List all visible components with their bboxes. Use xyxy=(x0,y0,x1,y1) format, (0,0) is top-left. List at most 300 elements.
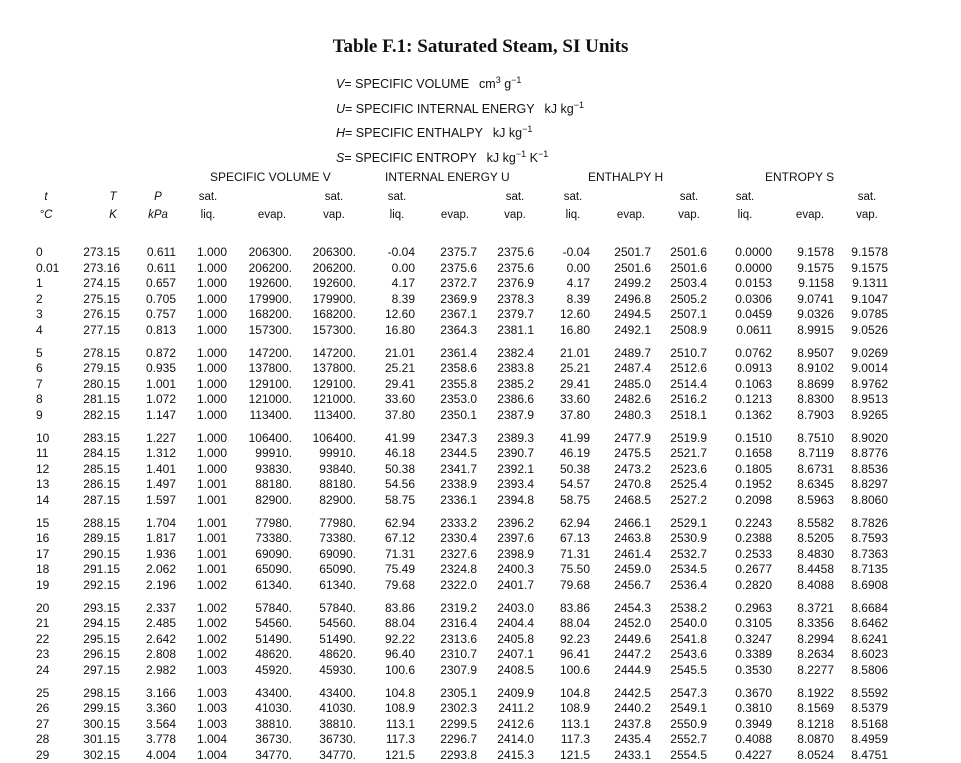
cell: 2512.6 xyxy=(637,361,707,377)
cell: 0.2533 xyxy=(702,547,772,563)
cell: 2527.2 xyxy=(637,493,707,509)
cell: 3.360 xyxy=(106,701,176,717)
cell: 206300. xyxy=(286,245,356,261)
cell: 92.22 xyxy=(345,632,415,648)
cell: 8.7826 xyxy=(818,516,888,532)
cell: 93830. xyxy=(222,462,292,478)
col-header-s-evap: evap. xyxy=(788,188,832,224)
cell: 2505.2 xyxy=(637,292,707,308)
cell: 21.01 xyxy=(345,346,415,362)
cell: 2316.4 xyxy=(407,616,477,632)
cell: 0.00 xyxy=(345,261,415,277)
cell: 106400. xyxy=(286,431,356,447)
cell: 25.21 xyxy=(520,361,590,377)
cell: 1.002 xyxy=(157,647,227,663)
cell: 2521.7 xyxy=(637,446,707,462)
cell: 0.0762 xyxy=(702,346,772,362)
cell: 23 xyxy=(36,647,106,663)
col-header-t: t °C xyxy=(36,188,56,224)
column-h-vap xyxy=(637,245,707,763)
cell: 48620. xyxy=(286,647,356,663)
cell: 57840. xyxy=(222,601,292,617)
cell: 1.002 xyxy=(157,616,227,632)
cell: 0.1952 xyxy=(702,477,772,493)
cell: 1 xyxy=(36,276,106,292)
cell: 99910. xyxy=(286,446,356,462)
cell: 20 xyxy=(36,601,106,617)
cell: 2376.9 xyxy=(464,276,534,292)
cell: 83.86 xyxy=(345,601,415,617)
cell: 8.9507 xyxy=(764,346,834,362)
cell: 1.147 xyxy=(106,408,176,424)
cell: 1.000 xyxy=(157,431,227,447)
cell: 0.1362 xyxy=(702,408,772,424)
cell: 29.41 xyxy=(520,377,590,393)
cell: 8.1218 xyxy=(764,717,834,733)
cell: 2375.6 xyxy=(464,245,534,261)
cell: 296.15 xyxy=(50,647,120,663)
cell: 2390.7 xyxy=(464,446,534,462)
cell: 0.1063 xyxy=(702,377,772,393)
cell: 2364.3 xyxy=(407,323,477,339)
cell: 2299.5 xyxy=(407,717,477,733)
cell: 2389.3 xyxy=(464,431,534,447)
cell: 67.12 xyxy=(345,531,415,547)
cell: 2470.8 xyxy=(581,477,651,493)
cell: 69090. xyxy=(286,547,356,563)
cell: 21.01 xyxy=(520,346,590,362)
column-v-evap xyxy=(222,245,292,763)
cell: 2487.4 xyxy=(581,361,651,377)
cell: 65090. xyxy=(222,562,292,578)
column-v-liq xyxy=(157,245,227,763)
cell: 12.60 xyxy=(520,307,590,323)
cell: 2475.5 xyxy=(581,446,651,462)
cell: 117.3 xyxy=(520,732,590,748)
cell: 2492.1 xyxy=(581,323,651,339)
cell: 0.657 xyxy=(106,276,176,292)
cell: 8.5379 xyxy=(818,701,888,717)
cell: 2386.6 xyxy=(464,392,534,408)
cell: 293.15 xyxy=(50,601,120,617)
cell: 0.3389 xyxy=(702,647,772,663)
cell: 2532.7 xyxy=(637,547,707,563)
cell: 2341.7 xyxy=(407,462,477,478)
cell: 2468.5 xyxy=(581,493,651,509)
cell: 1.597 xyxy=(106,493,176,509)
cell: 12.60 xyxy=(345,307,415,323)
cell: 4.004 xyxy=(106,748,176,763)
cell: 0.872 xyxy=(106,346,176,362)
cell: 2.808 xyxy=(106,647,176,663)
cell: 2327.6 xyxy=(407,547,477,563)
cell: 2541.8 xyxy=(637,632,707,648)
cell: 0.3670 xyxy=(702,686,772,702)
cell: 48620. xyxy=(222,647,292,663)
cell: 24 xyxy=(36,663,106,679)
cell: 73380. xyxy=(222,531,292,547)
cell: 2552.7 xyxy=(637,732,707,748)
group-header-entropy: ENTROPY S xyxy=(765,170,834,184)
cell: 1.000 xyxy=(157,292,227,308)
cell: -0.04 xyxy=(520,245,590,261)
cell: 104.8 xyxy=(345,686,415,702)
col-header-h-liq: sat. liq. xyxy=(558,188,588,224)
cell: 1.227 xyxy=(106,431,176,447)
cell: 2407.1 xyxy=(464,647,534,663)
cell: 2344.5 xyxy=(407,446,477,462)
cell: 3.564 xyxy=(106,717,176,733)
cell: 2444.9 xyxy=(581,663,651,679)
cell: 54.57 xyxy=(520,477,590,493)
cell: 2508.9 xyxy=(637,323,707,339)
cell: 117.3 xyxy=(345,732,415,748)
cell: 286.15 xyxy=(50,477,120,493)
cell: 71.31 xyxy=(345,547,415,563)
cell: 9.1158 xyxy=(764,276,834,292)
cell: 1.000 xyxy=(157,361,227,377)
cell: 1.312 xyxy=(106,446,176,462)
cell: 45920. xyxy=(222,663,292,679)
cell: 2383.8 xyxy=(464,361,534,377)
cell: 50.38 xyxy=(520,462,590,478)
cell: 9.1575 xyxy=(818,261,888,277)
cell: 273.16 xyxy=(50,261,120,277)
cell: 0.1805 xyxy=(702,462,772,478)
cell: 275.15 xyxy=(50,292,120,308)
cell: 29 xyxy=(36,748,106,763)
cell: 10 xyxy=(36,431,106,447)
cell: 8.7363 xyxy=(818,547,888,563)
cell: 75.50 xyxy=(520,562,590,578)
cell: 3.166 xyxy=(106,686,176,702)
cell: 2302.3 xyxy=(407,701,477,717)
cell: -0.04 xyxy=(345,245,415,261)
cell: 69090. xyxy=(222,547,292,563)
cell: 2.982 xyxy=(106,663,176,679)
cell: 19 xyxy=(36,578,106,594)
cell: 113400. xyxy=(222,408,292,424)
cell: 0.0000 xyxy=(702,261,772,277)
cell: 2347.3 xyxy=(407,431,477,447)
cell: 291.15 xyxy=(50,562,120,578)
cell: 14 xyxy=(36,493,106,509)
cell: 75.49 xyxy=(345,562,415,578)
cell: 1.004 xyxy=(157,748,227,763)
cell: 179900. xyxy=(222,292,292,308)
cell: 292.15 xyxy=(50,578,120,594)
cell: 276.15 xyxy=(50,307,120,323)
cell: 93840. xyxy=(286,462,356,478)
cell: 0.611 xyxy=(106,261,176,277)
cell: 1.000 xyxy=(157,323,227,339)
cell: 301.15 xyxy=(50,732,120,748)
cell: 2477.9 xyxy=(581,431,651,447)
cell: 206200. xyxy=(286,261,356,277)
cell: 62.94 xyxy=(345,516,415,532)
cell: 0.705 xyxy=(106,292,176,308)
col-header-h-vap: sat. vap. xyxy=(668,188,710,224)
cell: 28 xyxy=(36,732,106,748)
col-header-v-vap: sat. vap. xyxy=(312,188,356,224)
cell: 8.8300 xyxy=(764,392,834,408)
column-s-vap xyxy=(818,245,888,763)
cell: 2313.6 xyxy=(407,632,477,648)
cell: 2.337 xyxy=(106,601,176,617)
cell: 8.3721 xyxy=(764,601,834,617)
cell: 299.15 xyxy=(50,701,120,717)
cell: 2319.2 xyxy=(407,601,477,617)
cell: 2507.1 xyxy=(637,307,707,323)
cell: 2414.0 xyxy=(464,732,534,748)
cell: 2394.8 xyxy=(464,493,534,509)
cell: 0.1510 xyxy=(702,431,772,447)
cell: 8.6731 xyxy=(764,462,834,478)
cell: 2375.6 xyxy=(407,261,477,277)
cell: 8.6241 xyxy=(818,632,888,648)
cell: 2435.4 xyxy=(581,732,651,748)
cell: 9.0785 xyxy=(818,307,888,323)
cell: 37.80 xyxy=(345,408,415,424)
cell: 46.18 xyxy=(345,446,415,462)
cell: 0.0000 xyxy=(702,245,772,261)
cell: 8.39 xyxy=(345,292,415,308)
cell: 290.15 xyxy=(50,547,120,563)
cell: 21 xyxy=(36,616,106,632)
cell: 0.611 xyxy=(106,245,176,261)
cell: 0.2098 xyxy=(702,493,772,509)
cell: 0.2243 xyxy=(702,516,772,532)
cell: 77980. xyxy=(222,516,292,532)
cell: 43400. xyxy=(286,686,356,702)
cell: 2393.4 xyxy=(464,477,534,493)
cell: 2536.4 xyxy=(637,578,707,594)
cell: 8.7903 xyxy=(764,408,834,424)
cell: 0.1658 xyxy=(702,446,772,462)
cell: 8.9020 xyxy=(818,431,888,447)
cell: 2518.1 xyxy=(637,408,707,424)
col-header-s-vap: sat. vap. xyxy=(846,188,888,224)
cell: 2447.2 xyxy=(581,647,651,663)
cell: 1.004 xyxy=(157,732,227,748)
cell: 88180. xyxy=(286,477,356,493)
cell: 280.15 xyxy=(50,377,120,393)
cell: 8.4458 xyxy=(764,562,834,578)
definition-s: S= SPECIFIC ENTROPY kJ $kg^{-1}$ $K^{-1}$ xyxy=(336,144,584,169)
cell: 108.9 xyxy=(520,701,590,717)
cell: 1.000 xyxy=(157,462,227,478)
col-header-T: T K xyxy=(98,188,128,224)
cell: 2293.8 xyxy=(407,748,477,763)
cell: 192600. xyxy=(222,276,292,292)
cell: 1.001 xyxy=(157,477,227,493)
cell: 287.15 xyxy=(50,493,120,509)
cell: 1.002 xyxy=(157,632,227,648)
cell: 8.7119 xyxy=(764,446,834,462)
cell: 2392.1 xyxy=(464,462,534,478)
cell: 2375.7 xyxy=(407,245,477,261)
cell: 2538.2 xyxy=(637,601,707,617)
cell: 88.04 xyxy=(345,616,415,632)
cell: 2 xyxy=(36,292,106,308)
cell: 2.062 xyxy=(106,562,176,578)
cell: 4 xyxy=(36,323,106,339)
cell: 8.8060 xyxy=(818,493,888,509)
page-title: Table F.1: Saturated Steam, SI Units xyxy=(0,36,961,58)
cell: 8.4088 xyxy=(764,578,834,594)
cell: 0.0459 xyxy=(702,307,772,323)
cell: 2489.7 xyxy=(581,346,651,362)
cell: 113.1 xyxy=(345,717,415,733)
cell: 1.003 xyxy=(157,701,227,717)
cell: 0.2820 xyxy=(702,578,772,594)
cell: 9.1578 xyxy=(818,245,888,261)
cell: 2330.4 xyxy=(407,531,477,547)
cell: 2440.2 xyxy=(581,701,651,717)
cell: 8.5205 xyxy=(764,531,834,547)
cell: 2501.6 xyxy=(637,245,707,261)
cell: 16 xyxy=(36,531,106,547)
cell: 157300. xyxy=(222,323,292,339)
cell: 1.003 xyxy=(157,663,227,679)
cell: 8.6908 xyxy=(818,578,888,594)
cell: 13 xyxy=(36,477,106,493)
cell: 2405.8 xyxy=(464,632,534,648)
cell: 2543.6 xyxy=(637,647,707,663)
cell: 1.704 xyxy=(106,516,176,532)
cell: 33.60 xyxy=(520,392,590,408)
cell: 82900. xyxy=(222,493,292,509)
cell: 157300. xyxy=(286,323,356,339)
cell: 147200. xyxy=(222,346,292,362)
cell: 0.01 xyxy=(36,261,106,277)
cell: 67.13 xyxy=(520,531,590,547)
cell: 25 xyxy=(36,686,106,702)
cell: 2449.6 xyxy=(581,632,651,648)
cell: 2412.6 xyxy=(464,717,534,733)
cell: 2322.0 xyxy=(407,578,477,594)
cell: 61340. xyxy=(222,578,292,594)
cell: 8.6462 xyxy=(818,616,888,632)
cell: 8.0870 xyxy=(764,732,834,748)
cell: 2523.6 xyxy=(637,462,707,478)
cell: 8.8536 xyxy=(818,462,888,478)
cell: 77980. xyxy=(286,516,356,532)
cell: 206300. xyxy=(222,245,292,261)
cell: 2404.4 xyxy=(464,616,534,632)
cell: 284.15 xyxy=(50,446,120,462)
cell: 54560. xyxy=(286,616,356,632)
cell: 8 xyxy=(36,392,106,408)
cell: 0.0913 xyxy=(702,361,772,377)
cell: 7 xyxy=(36,377,106,393)
cell: 1.001 xyxy=(157,516,227,532)
cell: 278.15 xyxy=(50,346,120,362)
cell: 137800. xyxy=(286,361,356,377)
cell: 2510.7 xyxy=(637,346,707,362)
cell: 2333.2 xyxy=(407,516,477,532)
cell: 8.8776 xyxy=(818,446,888,462)
cell: 8.8699 xyxy=(764,377,834,393)
cell: 8.4751 xyxy=(818,748,888,763)
cell: 8.0524 xyxy=(764,748,834,763)
cell: 50.38 xyxy=(345,462,415,478)
cell: 2372.7 xyxy=(407,276,477,292)
cell: 1.936 xyxy=(106,547,176,563)
cell: 8.2634 xyxy=(764,647,834,663)
cell: 2496.8 xyxy=(581,292,651,308)
col-header-P: P kPa xyxy=(140,188,176,224)
cell: 2473.2 xyxy=(581,462,651,478)
cell: 2466.1 xyxy=(581,516,651,532)
cell: 37.80 xyxy=(520,408,590,424)
cell: 1.003 xyxy=(157,686,227,702)
cell: 8.2277 xyxy=(764,663,834,679)
cell: 2545.5 xyxy=(637,663,707,679)
cell: 8.6684 xyxy=(818,601,888,617)
cell: 15 xyxy=(36,516,106,532)
cell: 2338.9 xyxy=(407,477,477,493)
cell: 41030. xyxy=(222,701,292,717)
col-header-s-liq: sat. liq. xyxy=(730,188,760,224)
cell: 3 xyxy=(36,307,106,323)
cell: 1.000 xyxy=(157,408,227,424)
cell: 2461.4 xyxy=(581,547,651,563)
cell: 54.56 xyxy=(345,477,415,493)
cell: 8.9915 xyxy=(764,323,834,339)
cell: 298.15 xyxy=(50,686,120,702)
cell: 297.15 xyxy=(50,663,120,679)
cell: 106400. xyxy=(222,431,292,447)
col-header-u-evap: evap. xyxy=(432,188,478,224)
cell: 54560. xyxy=(222,616,292,632)
cell: 1.001 xyxy=(106,377,176,393)
cell: 9 xyxy=(36,408,106,424)
cell: 41.99 xyxy=(345,431,415,447)
cell: 2401.7 xyxy=(464,578,534,594)
cell: 121.5 xyxy=(345,748,415,763)
cell: 38810. xyxy=(222,717,292,733)
cell: 0.2963 xyxy=(702,601,772,617)
cell: 137800. xyxy=(222,361,292,377)
cell: 1.000 xyxy=(157,446,227,462)
cell: 38810. xyxy=(286,717,356,733)
cell: 83.86 xyxy=(520,601,590,617)
cell: 2554.5 xyxy=(637,748,707,763)
cell: 8.9265 xyxy=(818,408,888,424)
cell: 2369.9 xyxy=(407,292,477,308)
cell: 41030. xyxy=(286,701,356,717)
cell: 2398.9 xyxy=(464,547,534,563)
cell: 2459.0 xyxy=(581,562,651,578)
cell: 2350.1 xyxy=(407,408,477,424)
cell: 281.15 xyxy=(50,392,120,408)
cell: 113400. xyxy=(286,408,356,424)
cell: 300.15 xyxy=(50,717,120,733)
cell: 2442.5 xyxy=(581,686,651,702)
cell: 2480.3 xyxy=(581,408,651,424)
cell: 2452.0 xyxy=(581,616,651,632)
cell: 1.072 xyxy=(106,392,176,408)
cell: 2534.5 xyxy=(637,562,707,578)
cell: 0.0306 xyxy=(702,292,772,308)
cell: 1.000 xyxy=(157,377,227,393)
cell: 168200. xyxy=(286,307,356,323)
cell: 9.1311 xyxy=(818,276,888,292)
cell: 0.4227 xyxy=(702,748,772,763)
cell: 0.757 xyxy=(106,307,176,323)
cell: 26 xyxy=(36,701,106,717)
